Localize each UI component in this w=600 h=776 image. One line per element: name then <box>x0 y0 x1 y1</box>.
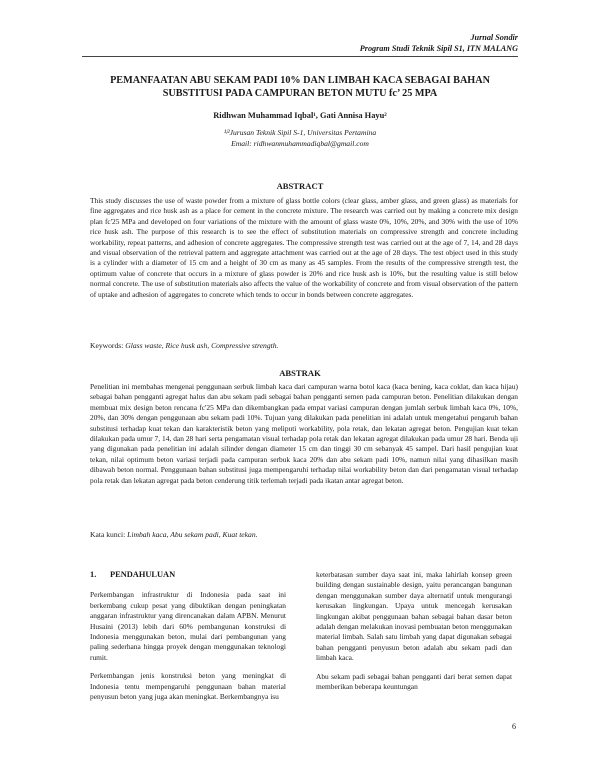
title-line-2: SUBSTITUSI PADA CAMPURAN BETON MUTU fc’ 25 MPA <box>162 88 438 99</box>
title-line-1: PEMANFAATAN ABU SEKAM PADI 10% DAN LIMBAH KACA SEBAGAI BAHAN <box>110 75 490 86</box>
right-paragraph-1: keterbatasan sumber daya saat ini, maka lahirlah konsep green building dengan sustainable design, yaitu perancangan bangunan dengan menggunakan sumber daya alternatif untuk mengurangi kerusakan lingkungan. Upaya untuk mencegah kerusakan lingkungan akibat penggunaan bahan sebagai bahan dasar beton adalah dengan melakukan inovasi pembuatan beton menggunakan material limbah. Salah satu limbah yang dapat digunakan sebagai bahan pengganti penyusun beton adalah abu sekam padi dan limbah kaca. <box>316 570 512 663</box>
affiliation <box>82 128 518 149</box>
journal-header <box>360 32 518 54</box>
paper-title <box>82 74 518 100</box>
abstrak-keywords <box>90 530 518 539</box>
right-paragraph-2: Abu sekam padi sebagai bahan pengganti dari berat semen dapat memberikan beberapa keuntungan <box>316 671 512 692</box>
section-title: PENDAHULUAN <box>110 570 176 579</box>
section-number: 1. <box>90 570 97 579</box>
program-name: Program Studi Teknik Sipil S1, ITN MALANG <box>359 44 518 53</box>
affiliation-line: ¹ʲ²Jurusan Teknik Sipil S-1, Universitas Pertamina <box>223 128 377 137</box>
abstrak-heading: ABSTRAK <box>279 368 321 378</box>
journal-name: Jurnal Sondir <box>470 33 518 42</box>
left-column <box>90 570 286 710</box>
header-rule <box>82 56 518 57</box>
section-heading <box>90 570 286 580</box>
author-email: Email: ridhwanmuhammadiqbal@gmail.com <box>231 138 369 148</box>
keywords-value: Glass waste, Rice husk ash, Compressive strength. <box>125 341 279 350</box>
keywords-label: Keywords: <box>90 341 126 350</box>
abstrak-text: Penelitian ini membahas mengenai penggunaan serbuk limbah kaca dari campuran warna botol kaca (kaca bening, kaca coklat, dan kaca hijau) sebagai bahan pengganti agregat halus dan abu sekam padi sebagai bahan pengganti semen pada campuran beton. Penelitian dilakukan dengan membuat mix design beton rencana fc'25 MPa dan dikembangkan pada empat variasi campuran dengan jumlah serbuk limbah kaca 0%, 10%, 20%, dan 30% dengan penggunaan abu sekam padi 10%. Tujuan yang dilakukan pada penelitian ini adalah untuk mengetahui pengaruh bahan substitusi terhadap kuat tekan dan karakteristik beton yang meliputi workability, pola retak, dan lekatan agregat beton. Pengujian kuat tekan dilakukan pada umur 7, 14, dan 28 hari serta pengamatan visual terhadap pola retak dan lekatan agregat dilakukan pada umur 28 hari. Benda uji yang digunakan pada penelitian ini adalah silinder dengan diameter 15 cm dan tinggi 30 cm sebanyak 45 sampel. Dari hasil pengujian kuat tekan, nilai optimum beton variasi terjadi pada campuran serbuk kaca 20% dan abu sekam padi 10%, namun nilai yang dihasilkan masih dibawah beton normal. Penggunaan bahan substitusi juga mempengaruhi terhadap nilai workability beton dan dari pengamatan visual terhadap pola retak dan lekatan agregat pada beton cenderung titik terlemah terjadi pada ikatan antar agregat beton. <box>90 382 518 485</box>
right-column <box>316 570 512 700</box>
kata-kunci-value: Limbah kaca, Abu sekam padi, Kuat tekan. <box>127 530 258 539</box>
left-paragraph-1: Perkembangan infrastruktur di Indonesia pada saat ini berkembang cukup pesat yang dibuktikan dengan peningkatan anggaran infrastruktur yang direncanakan dalam APBN. Menurut Husaini (2013) lebih dari 60% pembangunan konstruksi di Indonesia menggunakan beton, mulai dari pembangunan yang paling sederhana hingga proyek dengan menggunakan teknologi rumit. <box>90 590 286 662</box>
left-paragraph-2: Perkembangan jenis konstruksi beton yang meningkat di Indonesia tentu mempengaruhi penggunaan bahan material penyusun beton yang juga akan meningkat. Berkembangnya isu <box>90 671 286 702</box>
abstract-text: This study discusses the use of waste powder from a mixture of glass bottle colors (clear glass, amber glass, and green glass) as materials for fine aggregates and rice husk ash as a place for cement in the concrete mixture. The research was carried out by making a concrete mix design plan fc'25 MPa and developed on four variations of the mixture with the amount of glass waste 0%, 10%, 20%, and 30% with the use of 10% rice husk ash. The purpose of this research is to see the effect of substitution materials on compressive strength and concrete including workability, repeat patterns, and adhesion of concrete aggregates. The compressive strength test was carried out at the age of 7, 14, and 28 days and visual observation of the retrieval pattern and aggregate attachment was carried out at the age of 28 days. The test object used in this study is a cylinder with a diameter of 15 cm and a height of 30 cm as many as 45 samples. From the results of the compressive strength test, the optimum value of concrete that occurs in a mixture of glass powder is 20% and rice husk ash is 10%, but the resulting value is still below normal concrete. The use of substitution materials also affects the value of the workability of concrete and from visual observation of the pattern of uptake and adhesion of aggregates to concrete which tends to occur in bonds between concrete aggregates. <box>90 196 518 299</box>
abstract-heading: ABSTRACT <box>276 181 324 191</box>
kata-kunci-label: Kata kunci: <box>90 530 128 539</box>
author-list: Ridhwan Muhammad Iqbal¹, Gati Annisa Hayu² <box>213 111 387 120</box>
abstract-keywords <box>90 341 518 350</box>
page-number: 6 <box>512 722 516 731</box>
